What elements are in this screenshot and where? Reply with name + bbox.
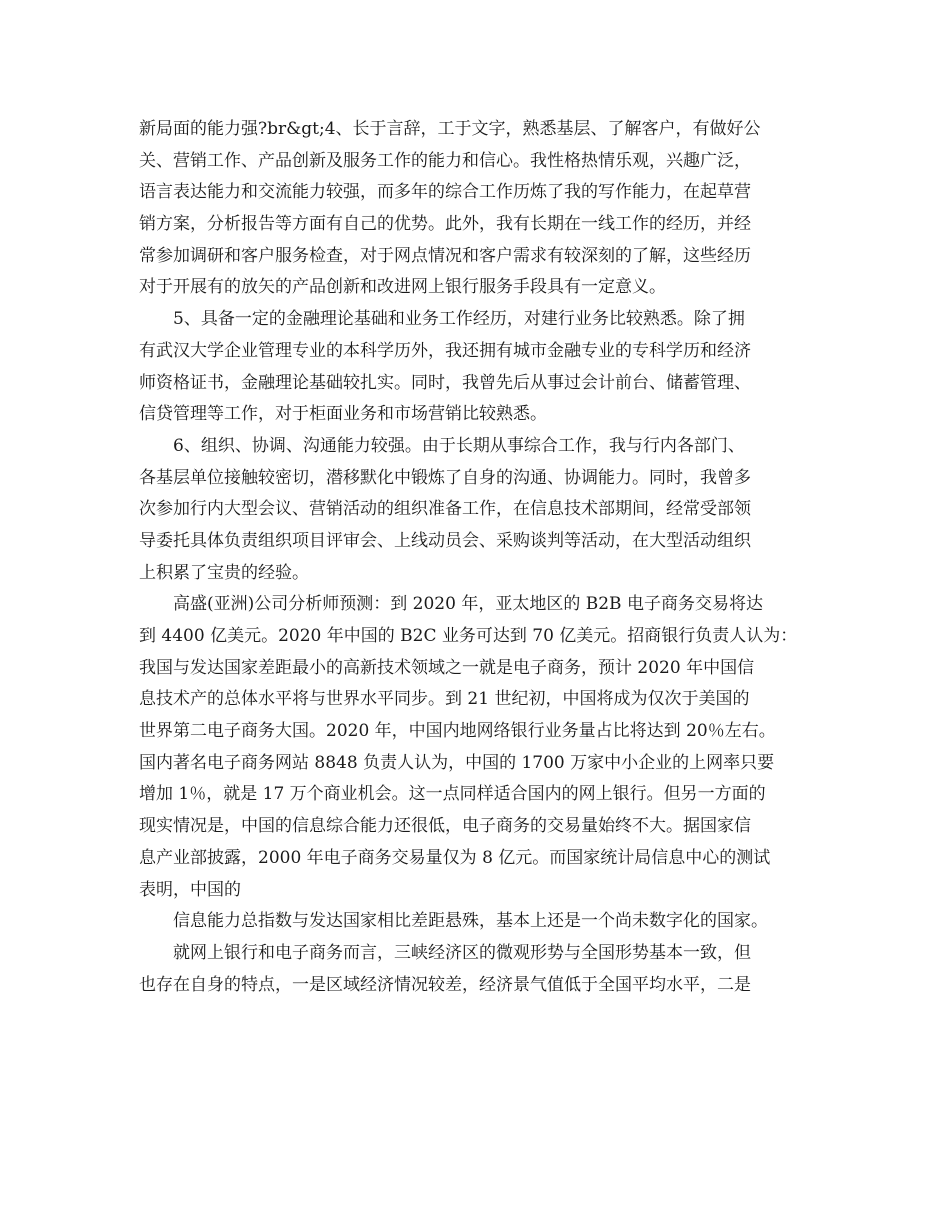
text-line: 销方案，分析报告等方面有自己的优势。此外，我有长期在一线工作的经历，并经 (139, 214, 751, 235)
paragraph (139, 938, 819, 1001)
text-line: 高盛(亚洲)公司分析师预测：到 2020 年，亚太地区的 B2B 电子商务交易将达 (173, 594, 763, 615)
text-line: 师资格证书，金融理论基础较扎实。同时，我曾先后从事过会计前台、储蓄管理、 (139, 372, 751, 393)
text-line: 有武汉大学企业管理专业的本科学历外，我还拥有城市金融专业的专科学历和经济 (139, 340, 751, 361)
text-line: 国内著名电子商务网站 8848 负责人认为，中国的 1700 万家中小企业的上网率只要 (139, 752, 775, 773)
paragraph (139, 114, 819, 304)
paragraph (139, 589, 819, 906)
text-line: 现实情况是，中国的信息综合能力还很低，电子商务的交易量始终不大。据国家信 (139, 816, 751, 837)
text-line: 信息能力总指数与发达国家相比差距悬殊，基本上还是一个尚未数字化的国家。 (173, 911, 768, 932)
text-line: 语言表达能力和交流能力较强，而多年的综合工作历炼了我的写作能力，在起草营 (139, 182, 751, 203)
text-line: 上积累了宝贵的经验。 (139, 562, 309, 583)
text-line: 关、营销工作、产品创新及服务工作的能力和信心。我性格热情乐观，兴趣广泛， (139, 150, 751, 171)
text-line: 6、组织、协调、沟通能力较强。由于长期从事综合工作，我与行内各部门、 (173, 435, 745, 456)
text-line: 我国与发达国家差距最小的高新技术领域之一就是电子商务，预计 2020 年中国信 (139, 657, 755, 678)
text-line: 就网上银行和电子商务而言，三峡经济区的微观形势与全国形势基本一致，但 (173, 942, 751, 963)
document-body (139, 114, 819, 1001)
text-line: 导委托具体负责组织项目评审会、上线动员会、采购谈判等活动，在大型活动组织 (139, 530, 751, 551)
text-line: 信贷管理等工作，对于柜面业务和市场营销比较熟悉。 (139, 404, 547, 425)
paragraph (139, 431, 819, 589)
text-line: 息技术产的总体水平将与世界水平同步。到 21 世纪初，中国将成为仅次于美国的 (139, 689, 750, 710)
text-line: 对于开展有的放矢的产品创新和改进网上银行服务手段具有一定意义。 (139, 277, 666, 298)
text-line: 常参加调研和客户服务检查，对于网点情况和客户需求有较深刻的了解，这些经历 (139, 245, 751, 266)
text-line: 世界第二电子商务大国。2020 年，中国内地网络银行业务量占比将达到 20％左右。 (139, 721, 776, 742)
text-line: 表明，中国的 (139, 879, 241, 900)
text-line: 各基层单位接触较密切，潜移默化中锻炼了自身的沟通、协调能力。同时，我曾多 (139, 467, 751, 488)
text-line: 增加 1％，就是 17 万个商业机会。这一点同样适合国内的网上银行。但另一方面的 (139, 784, 766, 805)
text-line: 到 4400 亿美元。2020 年中国的 B2C 业务可达到 70 亿美元。招商银行负责人认为： (139, 626, 798, 646)
text-line: 次参加行内大型会议、营销活动的组织准备工作，在信息技术部期间，经常受部领 (139, 499, 751, 520)
text-line: 新局面的能力强?br&gt;4、长于言辞，工于文字，熟悉基层、了解客户，有做好公 (139, 119, 761, 139)
paragraph (139, 906, 819, 938)
text-line: 息产业部披露，2000 年电子商务交易量仅为 8 亿元。而国家统计局信息中心的测试 (139, 847, 771, 868)
text-line: 5、具备一定的金融理论基础和业务工作经历，对建行业务比较熟悉。除了拥 (173, 309, 745, 330)
paragraph (139, 304, 819, 431)
text-line: 也存在自身的特点，一是区域经济情况较差，经济景气值低于全国平均水平，二是 (139, 974, 751, 995)
